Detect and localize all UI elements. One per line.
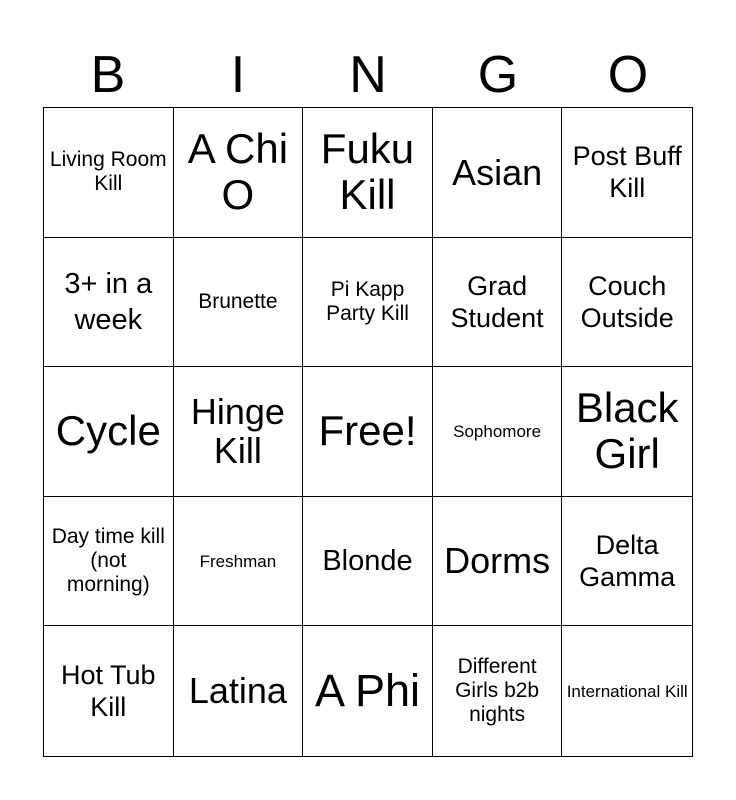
bingo-cell[interactable] [303,367,433,497]
bingo-cell[interactable] [174,497,304,627]
bingo-cell[interactable] [303,238,433,368]
bingo-cell[interactable] [562,367,692,497]
bingo-cell[interactable] [44,108,174,238]
header-letter-g: G [477,46,519,104]
bingo-cell-label: Day time kill (not morning) [51,524,165,597]
bingo-cell-label: Hinge Kill [190,390,285,472]
bingo-cell-label: Latina [188,670,287,712]
bingo-cell-label: Hot Tub Kill [61,659,156,723]
bingo-cell-label: Sophomore [453,421,542,441]
bingo-cell[interactable] [174,626,304,756]
bingo-cell-label: Fuku Kill [320,125,415,219]
bingo-cell-label: Blonde [322,544,413,577]
bingo-cell-label: Free! [318,407,417,455]
bingo-cell[interactable] [44,238,174,368]
header-letter-o: O [607,46,649,104]
bingo-cell[interactable] [174,367,304,497]
bingo-cell[interactable] [433,238,563,368]
header-letter-n: N [349,46,387,104]
bingo-cell-label: Couch Outside [580,270,674,333]
bingo-cell-label: Asian [452,151,543,193]
header-letter-b: B [90,46,126,104]
bingo-cell[interactable] [433,367,563,497]
bingo-cell-label: Dorms [444,540,551,582]
bingo-cell-label: International Kill [566,681,688,701]
bingo-cell[interactable] [433,626,563,756]
bingo-cell[interactable] [174,108,304,238]
bingo-cell[interactable] [303,497,433,627]
bingo-cell-label: Cycle [55,407,161,455]
bingo-cell[interactable] [433,497,563,627]
bingo-header [43,46,693,104]
bingo-cell[interactable] [562,626,692,756]
bingo-cell[interactable] [44,497,174,627]
bingo-cell[interactable] [44,367,174,497]
bingo-cell-label: Freshman [199,551,277,571]
bingo-cell-label: Brunette [198,289,278,313]
bingo-cell-label: Pi Kapp Party Kill [326,277,409,325]
bingo-board [43,107,693,757]
bingo-cell[interactable] [562,238,692,368]
bingo-cell[interactable] [44,626,174,756]
header-letter-i: I [230,46,246,104]
bingo-cell[interactable] [562,497,692,627]
bingo-cell-label: Grad Student [450,270,544,333]
bingo-cell[interactable] [174,238,304,368]
bingo-cell-label: Living Room Kill [49,148,167,196]
bingo-cell[interactable] [433,108,563,238]
bingo-cell-label: A Chi O [187,125,289,219]
bingo-cell-label: A Phi [314,665,421,717]
bingo-cell-label: Post Buff Kill [572,140,682,204]
bingo-cell-label: Delta Gamma [579,529,676,593]
bingo-cell[interactable] [303,626,433,756]
bingo-cell-label: Different Girls b2b nights [455,654,540,727]
bingo-cell[interactable] [562,108,692,238]
bingo-cell-label: 3+ in a week [64,267,153,336]
bingo-cell-label: Black Girl [575,384,679,478]
bingo-cell[interactable] [303,108,433,238]
